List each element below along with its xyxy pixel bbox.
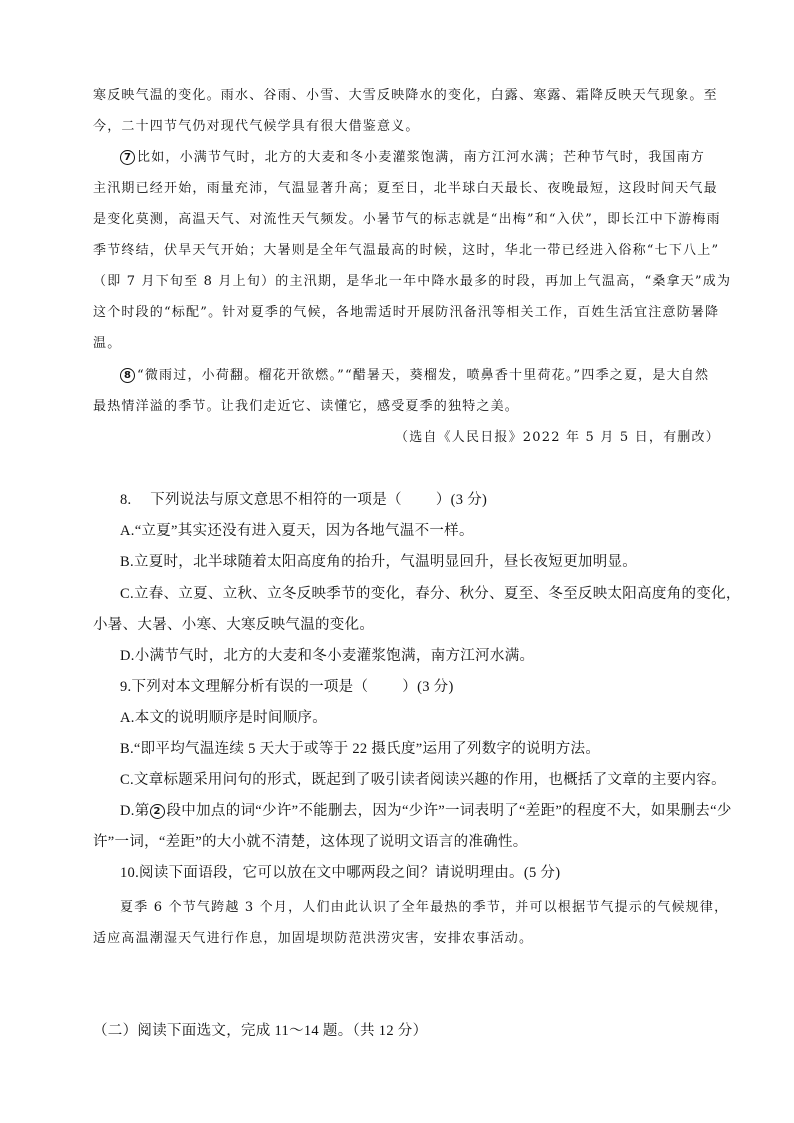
option-b: B.立夏时，北半球随着太阳高度角的抬升，气温明显回升，昼长夜短更加明显。 [120,554,638,570]
passage-line: 寒反映气温的变化。雨水、谷雨、小雪、大雪反映降水的变化，白露、寒露、霜降反映天气现象。至 [93,88,718,103]
option-c-continued: 小暑、大暑、小寒、大寒反映气温的变化。 [93,617,375,633]
question-score: ）(3 分) [435,492,488,508]
passage-line: 温。 [93,336,122,351]
option-c: C.立春、立夏、立秋、立冬反映季节的变化，春分、秋分、夏至、冬至反映太阳高度角的变化， [120,586,741,602]
question-text: 9.下列对本文理解分析有误的一项是（ [120,679,369,695]
passage-line: 这个时段的“标配”。针对夏季的气候，各地需适时开展防汛备汛等相关工作，百姓生活宜注意防暑降 [93,305,720,320]
paragraph-number-2: 2 [150,804,165,819]
question-score: ）(3 分) [402,679,454,695]
passage-line: （即 7 月下旬至 8 月上旬）的主汛期，是华北一年中降水最多的时段，再加上气温高，“桑拿天”成为 [93,274,732,289]
question-text: 8. 下列说法与原文意思不相符的一项是（ [120,492,402,508]
section-heading: （二）阅读下面选文，完成 11～14 题。（共 12 分） [93,1023,428,1039]
question-9-stem [120,675,454,696]
option-c: C.文章标题采用问句的形式，既起到了吸引读者阅读兴趣的作用，也概括了文章的主要内容。 [120,772,726,788]
option-text: D.第 [120,803,150,819]
option-b: B.“即平均气温连续 5 天大于或等于 22 摄氏度”运用了列数字的说明方法。 [120,741,601,757]
passage-text: “微雨过，小荷翻。榴花开欲燃。”“醋暑天，葵榴发，喷鼻香十里荷花。”四季之夏，是大自然 [137,368,710,383]
question-10-stem: 10.阅读下面语段，它可以放在文中哪两段之间？请说明理由。(5 分) [120,865,561,881]
paragraph-7-first-line [120,146,705,165]
option-d: D.小满节气时，北方的大麦和冬小麦灌浆饱满，南方江河水满。 [120,648,535,664]
passage-text: 比如，小满节气时，北方的大麦和冬小麦灌浆饱满，南方江河水满；芒种节气时，我国南方 [137,150,706,165]
passage-line: 季节终结，伏旱天气开始；大暑则是全年气温最高的时候，这时，华北一带已经进入俗称“七下八上” [93,243,720,258]
passage-line: 是变化莫测，高温天气、对流性天气频发。小暑节气的标志就是“出梅”和“入伏”，即长江中下游梅雨 [93,212,721,227]
passage-line: 主汛期已经开始，雨量充沛，气温显著升高；夏至日，北半球白天最长、夜晚最短，这段时间天气最 [93,181,718,196]
paragraph-number-8: 8 [120,368,135,383]
option-d [120,799,732,820]
source-citation: （选自《人民日报》2022 年 5 月 5 日，有删改） [395,430,720,445]
quoted-passage-line: 适应高温潮湿天气进行作息，加固堤坝防范洪涝灾害，安排农事活动。 [93,931,534,946]
passage-line: 今，二十四节气仍对现代气候学具有很大借鉴意义。 [93,119,420,134]
paragraph-number-7: 7 [120,150,135,165]
option-d-continued: 许”一词，“差距”的大小就不清楚，这体现了说明文语言的准确性。 [93,834,528,850]
option-text: 段中加点的词“少许”不能删去，因为“少许”一词表明了“差距”的程度不大，如果删去“少 [166,803,732,819]
paragraph-8-first-line [120,364,709,383]
option-a: A.“立夏”其实还没有进入夏天，因为各地气温不一样。 [120,523,474,539]
quoted-passage-line: 夏季 6 个节气跨越 3 个月，人们由此认识了全年最热的季节，并可以根据节气提示的气候规律， [120,900,729,915]
passage-line: 最热情洋溢的季节。让我们走近它、读懂它，感受夏季的独特之美。 [93,399,520,414]
question-8-stem [120,488,487,509]
option-a: A.本文的说明顺序是时间顺序。 [120,710,328,726]
